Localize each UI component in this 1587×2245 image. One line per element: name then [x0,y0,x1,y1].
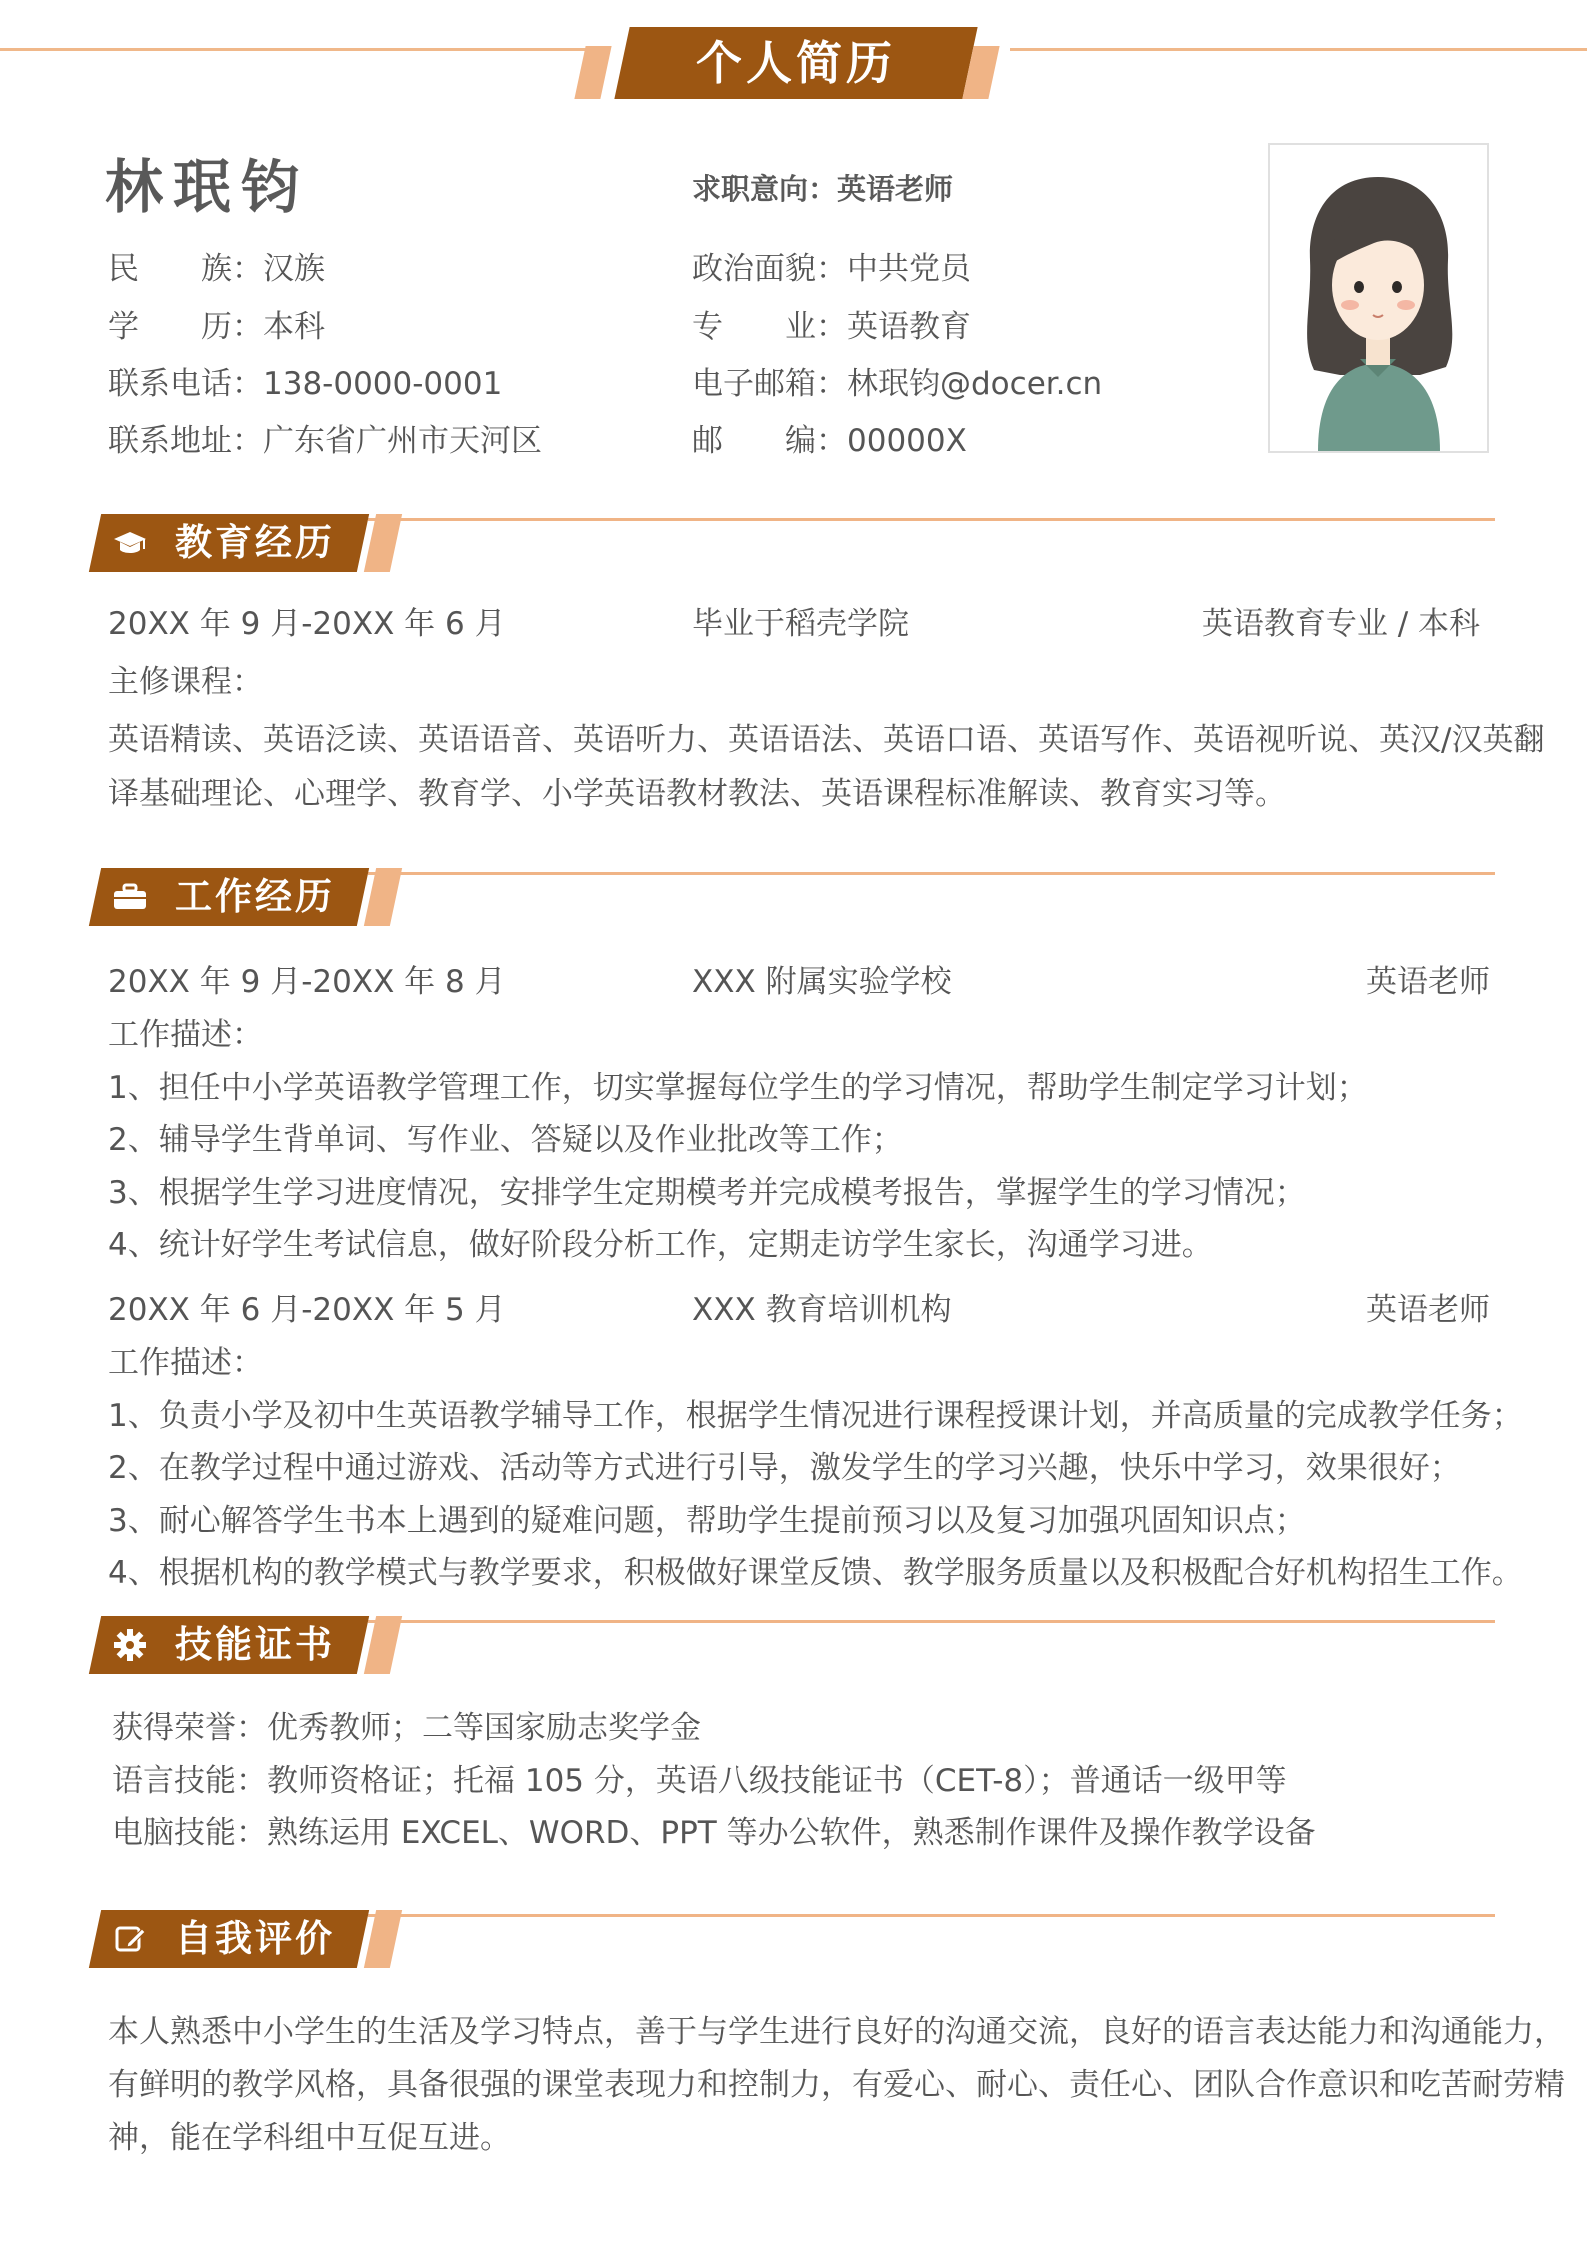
profile-field: 政治面貌：中共党员 [692,251,971,287]
section-title: 自我评价 [175,1917,335,1960]
courses-label: 主修课程： [108,664,263,700]
skill-item: 获得荣誉：优秀教师；二等国家励志奖学金 [112,1710,701,1746]
job-intention: 求职意向：英语老师 [692,172,954,206]
job-role: 英语老师 [1366,1292,1490,1328]
section-title: 工作经历 [175,875,335,918]
skill-item: 电脑技能：熟练运用 EXCEL、WORD、PPT 等办公软件，熟悉制作课件及操作教学设备 [112,1815,1316,1851]
job-org: XXX 附属实验学校 [692,964,952,1000]
header-accent-left [574,46,611,99]
profile-field: 民 族：汉族 [108,251,325,287]
courses-text: 英语精读、英语泛读、英语语音、英语听力、英语语法、英语口语、英语写作、英语视听说、英汉/汉英翻 [108,722,1545,758]
courses-text: 译基础理论、心理学、教育学、小学英语教材教法、英语课程标准解读、教育实习等。 [108,776,1286,812]
education-period: 20XX 年 9 月-20XX 年 6 月 [108,606,506,642]
header-rule-right [1010,48,1587,51]
edit-icon [110,1910,150,1968]
section-accent [364,514,402,572]
section-rule [368,518,1495,521]
page-title: 个人简历 [696,36,896,90]
section-rule [368,1914,1495,1917]
job-role: 英语老师 [1366,964,1490,1000]
job-duty: 4、根据机构的教学模式与教学要求，积极做好课堂反馈、教学服务质量以及积极配合好机构招生工作。 [108,1555,1523,1591]
profile-field: 电子邮箱：林珉钧@docer.cn [692,366,1103,402]
section-accent [364,868,402,926]
job-duty: 1、担任中小学英语教学管理工作，切实掌握每位学生的学习情况，帮助学生制定学习计划； [108,1070,1368,1106]
profile-photo [1268,143,1489,453]
job-duty: 2、在教学过程中通过游戏、活动等方式进行引导，激发学生的学习兴趣，快乐中学习，效果很好； [108,1450,1461,1486]
self-evaluation-text: 神，能在学科组中互促互进。 [108,2120,511,2156]
job-period: 20XX 年 6 月-20XX 年 5 月 [108,1292,506,1328]
job-duty: 3、耐心解答学生书本上遇到的疑难问题，帮助学生提前预习以及复习加强巩固知识点； [108,1503,1306,1539]
avatar-illustration [1270,145,1487,451]
section-title: 教育经历 [175,521,335,564]
job-desc-label: 工作描述： [108,1345,263,1381]
section-accent [364,1910,402,1968]
self-evaluation-text: 本人熟悉中小学生的生活及学习特点，善于与学生进行良好的沟通交流，良好的语言表达能力和沟通能力， [108,2014,1565,2050]
graduation-cap-icon [110,514,150,572]
profile-field: 联系电话：138-0000-0001 [108,366,503,402]
job-duty: 2、辅导学生背单词、写作业、答疑以及作业批改等工作； [108,1122,903,1158]
section-title: 技能证书 [175,1623,335,1666]
skill-item: 语言技能：教师资格证；托福 105 分，英语八级技能证书（CET-8）；普通话一级甲等 [112,1763,1287,1799]
education-school: 毕业于稻壳学院 [692,606,909,642]
education-major: 英语教育专业 / 本科 [1201,606,1480,642]
job-period: 20XX 年 9 月-20XX 年 8 月 [108,964,506,1000]
job-desc-label: 工作描述： [108,1017,263,1053]
briefcase-icon [110,868,150,926]
job-duty: 4、统计好学生考试信息，做好阶段分析工作，定期走访学生家长，沟通学习进。 [108,1227,1213,1263]
profile-field: 专 业：英语教育 [692,309,971,345]
profile-field: 邮 编：00000X [692,423,967,459]
profile-field: 联系地址：广东省广州市天河区 [108,423,542,459]
section-rule [368,1620,1495,1623]
job-duty: 3、根据学生学习进度情况，安排学生定期模考并完成模考报告，掌握学生的学习情况； [108,1175,1306,1211]
job-org: XXX 教育培训机构 [692,1292,952,1328]
section-rule [368,872,1495,875]
section-accent [364,1616,402,1674]
header-rule-left [0,48,590,51]
gear-icon [110,1616,150,1674]
self-evaluation-text: 有鲜明的教学风格，具备很强的课堂表现力和控制力，有爱心、耐心、责任心、团队合作意识和吃苦耐劳精 [108,2067,1565,2103]
candidate-name: 林珉钧 [105,153,310,221]
job-duty: 1、负责小学及初中生英语教学辅导工作，根据学生情况进行课程授课计划，并高质量的完成教学任务； [108,1398,1523,1434]
profile-field: 学 历：本科 [108,309,325,345]
